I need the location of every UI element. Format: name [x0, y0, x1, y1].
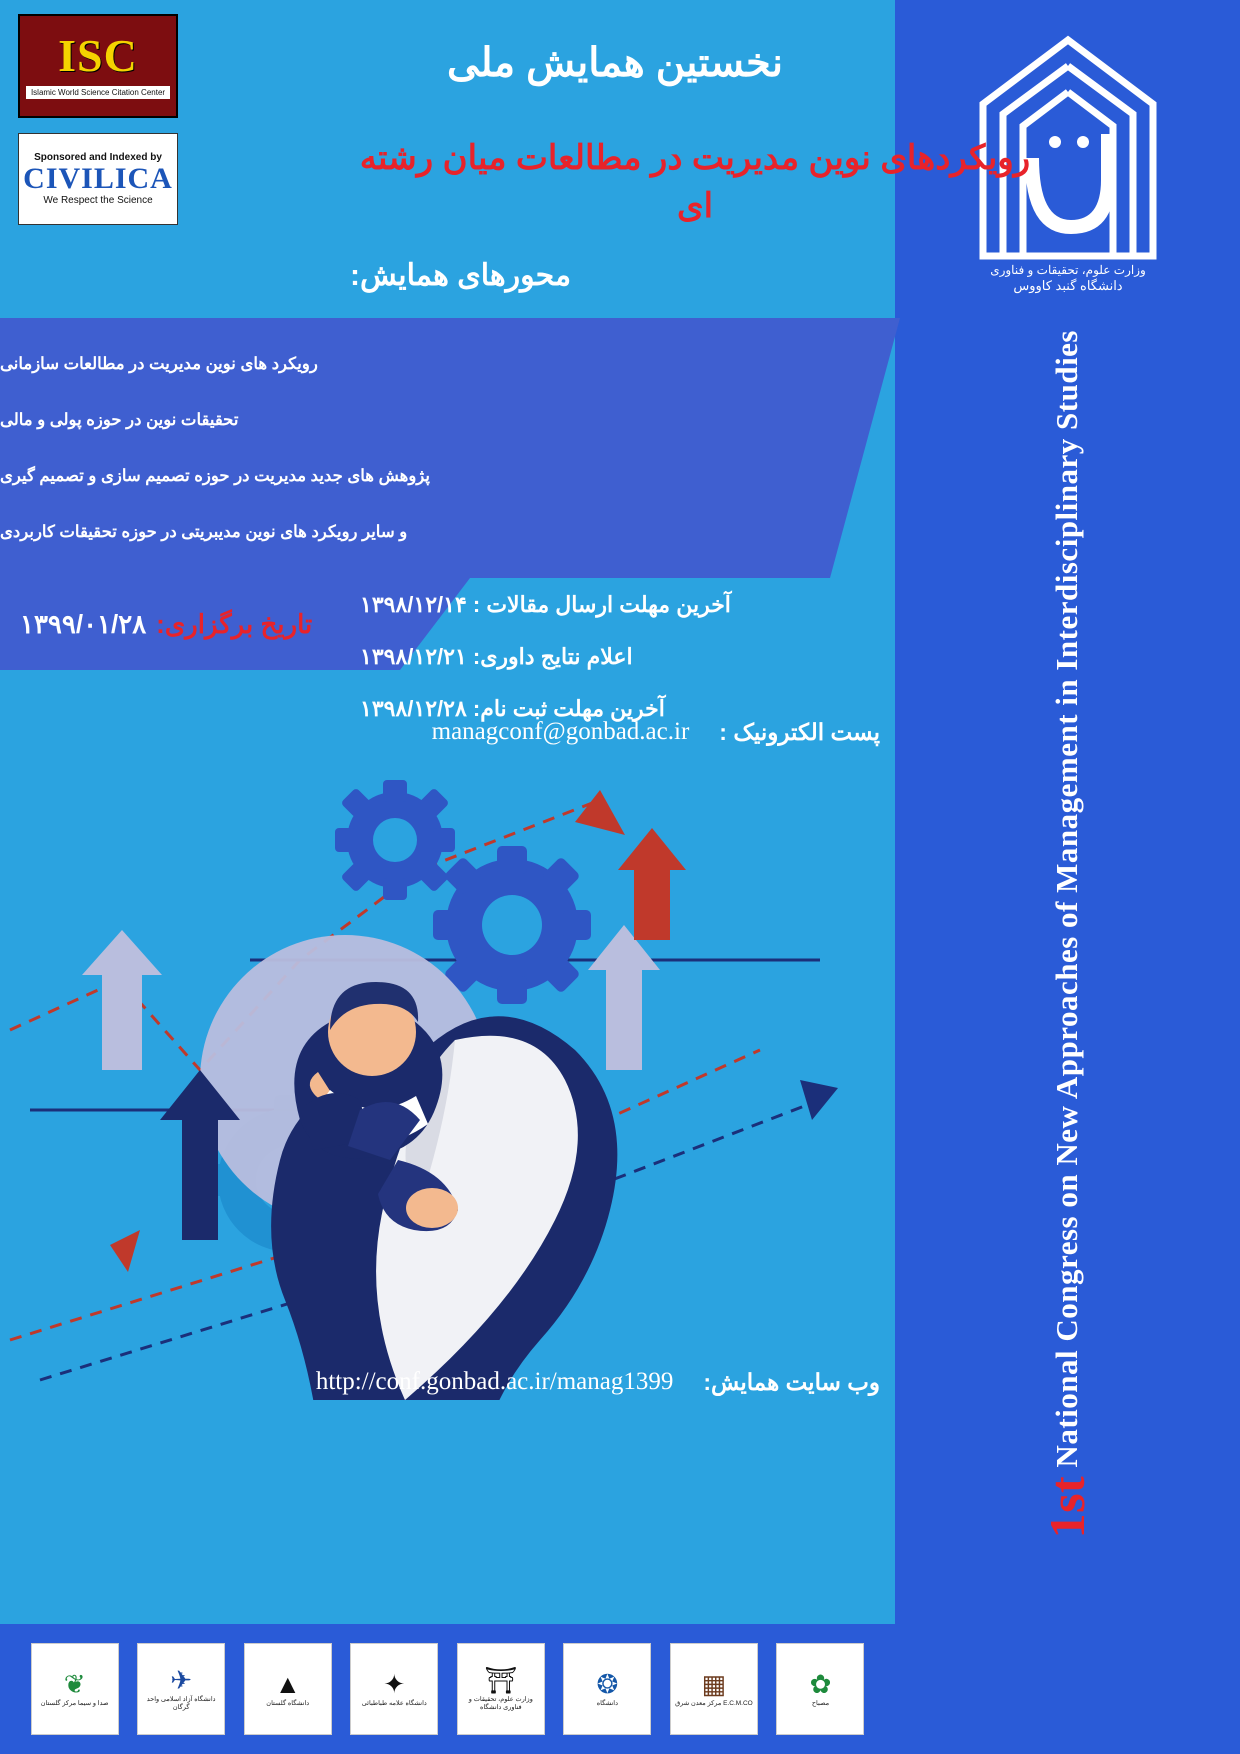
- sponsor-mark-icon: ✈: [170, 1665, 193, 1696]
- sponsor-mark-icon: ❦: [63, 1668, 86, 1699]
- topics-list: [0, 318, 880, 578]
- sponsor-logo: [670, 1643, 758, 1735]
- isc-logo-subtitle: Islamic World Science Citation Center: [26, 86, 170, 99]
- website-url[interactable]: http://conf.gonbad.ac.ir/manag1399: [315, 1368, 674, 1395]
- civilica-top-text: Sponsored and Indexed by: [34, 152, 162, 164]
- sponsor-logo: [563, 1643, 651, 1735]
- isc-logo-word: ISC: [58, 30, 138, 81]
- event-date-label: تاریخ برگزاری:: [156, 608, 313, 639]
- sponsor-logo: [244, 1643, 332, 1735]
- email-row: [50, 718, 880, 746]
- deadline-item: اعلام نتایج داوری: ١٣٩٨/١٢/٢١: [360, 644, 633, 669]
- bottom-band-fill: [895, 1624, 1240, 1754]
- deadline-item: آخرین مهلت ثبت نام: ١٣٩٨/١٢/٢٨: [360, 696, 665, 721]
- sponsor-mark-icon: ❂: [596, 1668, 619, 1699]
- sponsor-logo: [31, 1643, 119, 1735]
- sponsor-mark-icon: ▦: [701, 1668, 727, 1699]
- headline-secondary: رویکردهای نوین مدیریت در مطالعات میان رشته ای: [359, 139, 1031, 225]
- sponsor-caption: E.C.M.CO مرکز معدن شرق: [675, 1699, 753, 1707]
- sponsor-mark-icon: ✿: [809, 1668, 832, 1699]
- svg-text:دانشگاه گنبد کاووس: دانشگاه گنبد کاووس: [1012, 277, 1123, 293]
- email-label: پست الکترونیک :: [719, 718, 880, 745]
- sponsor-logo: [350, 1643, 438, 1735]
- deadline-item: آخرین مهلت ارسال مقالات : ١٣٩٨/١٢/١۴: [360, 592, 731, 617]
- sponsor-caption: دانشگاه علامه طباطبائی: [361, 1699, 427, 1707]
- email-value[interactable]: managconf@gonbad.ac.ir: [431, 718, 690, 745]
- topic-item: پژوهش های جدید مدیریت در حوزه تصمیم سازی و تصمیم گیری: [0, 467, 430, 485]
- civilica-main-text: CIVILICA: [23, 162, 173, 196]
- sponsor-caption: دانشگاه گلستان: [266, 1699, 310, 1707]
- svg-text:وزارت علوم، تحقیقات و فناوری: وزارت علوم، تحقیقات و فناوری: [989, 262, 1146, 277]
- topics-title: محورهای همایش:: [350, 259, 572, 292]
- civilica-bottom-text: We Respect the Science: [43, 194, 153, 206]
- event-date-value: ١٣٩٩/٠١/٢٨: [20, 608, 147, 639]
- headline-primary: نخستین همایش ملی: [447, 41, 783, 85]
- topic-item: تحقیقات نوین در حوزه پولی و مالی: [0, 411, 239, 429]
- sponsor-logo: [137, 1643, 225, 1735]
- sponsor-mark-icon: ▲: [274, 1668, 301, 1699]
- sponsor-mark-icon: ✦: [383, 1668, 406, 1699]
- side-band: [895, 0, 1240, 1754]
- sponsor-logo-strip: [0, 1624, 895, 1754]
- sponsor-caption: وزارت علوم، تحقیقات و فناوری دانشگاه: [468, 1696, 533, 1711]
- website-label: وب سایت همایش:: [703, 1368, 880, 1395]
- sponsor-mark-icon: ⛩: [484, 1665, 518, 1696]
- sponsor-caption: مصباح: [811, 1699, 830, 1707]
- english-title-text: National Congress on New Approaches of Management in Interdisciplinary Studies: [1048, 330, 1084, 1468]
- ordinal-label: 1st: [1038, 1475, 1095, 1539]
- sponsor-caption: دانشگاه آزاد اسلامی واحد گرگان: [146, 1696, 216, 1711]
- sponsor-caption: صدا و سیما مرکز گلستان: [40, 1699, 109, 1707]
- topic-item: و سایر رویکرد های نوین مدیبریتی در حوزه تحقیقات کاربردی: [0, 523, 408, 541]
- website-row: [50, 1368, 880, 1396]
- topic-item: رویکرد های نوین مدیریت در مطالعات سازمانی: [0, 355, 318, 373]
- english-title-vertical: [895, 330, 1240, 1630]
- civilica-logo: [18, 133, 178, 225]
- isc-logo: [18, 14, 178, 118]
- sponsor-logo: [457, 1643, 545, 1735]
- sponsor-caption: دانشگاه: [596, 1699, 619, 1707]
- illustration: [0, 780, 900, 1400]
- sponsor-logo: [776, 1643, 864, 1735]
